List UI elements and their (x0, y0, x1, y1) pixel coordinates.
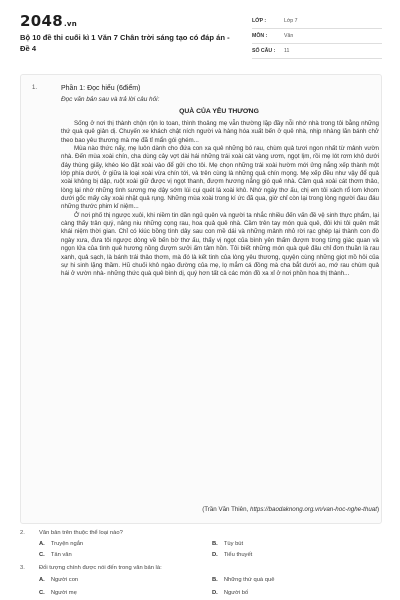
meta-value: Văn (284, 33, 294, 39)
option-b[interactable] (212, 541, 243, 547)
option-c[interactable] (39, 590, 77, 596)
question-text: Đối tượng chính được nói đến trong văn bản là: (39, 565, 162, 571)
meta-row-class (252, 14, 382, 29)
question-1-card (20, 74, 382, 524)
option-a[interactable] (39, 541, 83, 547)
option-letter: B. (212, 541, 218, 547)
question-number: 1. (32, 85, 38, 91)
logo-text: 2048 (20, 12, 63, 30)
option-letter: A. (39, 541, 45, 547)
passage-source (61, 506, 379, 513)
reading-passage (61, 120, 379, 279)
source-url: https://baodaknong.org.vn/van-hoc-nghe-thuat (250, 506, 377, 513)
option-letter: C. (39, 590, 45, 596)
story-title: QUÀ CỦA YÊU THƯƠNG (179, 108, 259, 115)
question-text: Văn bản trên thuộc thể loại nào? (39, 530, 123, 536)
source-suffix: ) (376, 506, 379, 513)
option-text: Truyện ngắn (50, 541, 84, 547)
passage-paragraph: Ở nơi phố thị ngược xuôi, khi niềm tin dần ngủ quên và người ta nhắc nhiều đến vấn đề vệ sinh thực phẩm, lại càng thấy trân quý, nâng niu những cọng rau, hoa quả quê nhà. Cầm trên tay món quà quê, đôi khi tôi quên mất khái niệm thời gian. Chỉ có kiúc bồng tình dây sau con mề dái và những mảnh nhỏ rời rạc ghép lại thành con đò ngày xưa, đưa tôi ngược dòng về bến bờ thơ ấu, thấy vị ngọt của bình yên thấm đượm trong từng giác quan và ngọn lửa của tình quê hương nồng đượm sưởi ấm tâm hồn. Tôi biết những món quà quê đâu chỉ đơn thuần là rau xanh, quả sạch, là bánh trái thảo thơm, mà đó là kết tinh của lòng yêu thương, quyện cùng những giọt mồ hôi của sự hi sinh lặng thầm. Hũ chuối khô ngào đường của mẹ, lọ mắm cá đồng mà cha bắt dưới ao, mớ rau chùm quả hái ở vườn nhà- những thức quà quê bình dị, quý hơn tất cả các món đồ xa xỉ ở nơi phồn hoa thị thành... (61, 211, 379, 278)
question-number: 3. (20, 565, 25, 571)
passage-paragraph: Sống ở nơi thị thành chộn rộn lo toan, thình thoảng mẹ vẫn thường lặp đầy nỗi nhớ nhà trong tôi bằng những thứ quà quê giản dị. Chuyến xe khách chật ních người và hàng hóa xuất bến ở quê nhà, nhịp nhàng lăn bánh chở theo bao yêu thương mà mẹ đã tỉ mẩn gói ghém... (61, 120, 379, 144)
page-header (0, 0, 400, 62)
source-prefix: (Trần Văn Thiên, (202, 506, 250, 513)
option-letter: C. (39, 552, 45, 558)
option-text: Tản văn (50, 552, 72, 558)
part-title: Phần 1: Đọc hiểu (6điểm) (61, 85, 141, 92)
question-number: 2. (20, 530, 25, 536)
document-title: Bộ 10 đề thi cuối kì 1 Văn 7 Chân trời sáng tạo có đáp án - Đề 4 (20, 33, 230, 53)
option-c[interactable] (39, 552, 72, 558)
option-text: Người con (50, 577, 79, 583)
passage-paragraph: Mùa nào thức nấy, mẹ luôn dành cho đứa con xa quê những bó rau, chùm quả tươi ngon nhất từ mảnh vườn nhà. Đến mùa xoài chín, cha dùng cây vợt dài hái những trái xoài cát vàng ươm, ngọt lịm, rồi mẹ lót rơm khô dưới đáy thùng giấy, khéo léo đặt xoài vào để gửi cho tôi. Mẹ chọn những trái xoài hườm mới ửng nắng xếp thành một lớp phía dưới, ở giữa là loại xoài vừa chín tới, và trên cùng là những quả chín mọng. Mẹ xếp đều như vậy để quả xoài không bị dập, ruột xoài giữ được vị ngọt thanh, đượm hương nắng gió quê nhà. Cầm quả xoài cát thơm thảo, lòng lại nhớ những tình sương mẹ dậy sớm lúi cụi quét lá xoài khô. Nhớ ngày thơ ấu, chị em tôi xách rổ lom khom dưới gốc mấy cây xoài nhặt quả rụng. Những mùa xoài trong kí ức đã qua, giờ chỉ còn lại trong lòng người đau đáu những thước phim kỉ niệm... (61, 145, 379, 211)
option-d[interactable] (212, 590, 248, 596)
option-text: Người bố (223, 590, 249, 596)
option-letter: A. (39, 577, 45, 583)
meta-key: MÔN : (252, 33, 268, 39)
option-a[interactable] (39, 577, 78, 583)
option-letter: B. (212, 577, 218, 583)
option-d[interactable] (212, 552, 252, 558)
option-letter: D. (212, 590, 218, 596)
option-b[interactable] (212, 577, 274, 583)
meta-value: 11 (284, 48, 290, 54)
meta-row-count (252, 44, 382, 59)
option-letter: D. (212, 552, 218, 558)
meta-key: SỐ CÂU : (252, 48, 276, 54)
instruction: Đọc văn bản sau và trả lời câu hỏi: (61, 96, 160, 103)
meta-table (252, 14, 382, 59)
site-logo[interactable] (20, 12, 77, 30)
option-text: Tùy bút (223, 541, 244, 547)
option-text: Người mẹ (50, 590, 77, 596)
logo-suffix: .vn (63, 20, 78, 28)
meta-row-subject (252, 29, 382, 44)
option-text: Những thứ quà quê (223, 577, 275, 583)
meta-value: Lớp 7 (284, 18, 298, 24)
meta-key: LỚP : (252, 18, 267, 24)
option-text: Tiểu thuyết (223, 552, 253, 558)
